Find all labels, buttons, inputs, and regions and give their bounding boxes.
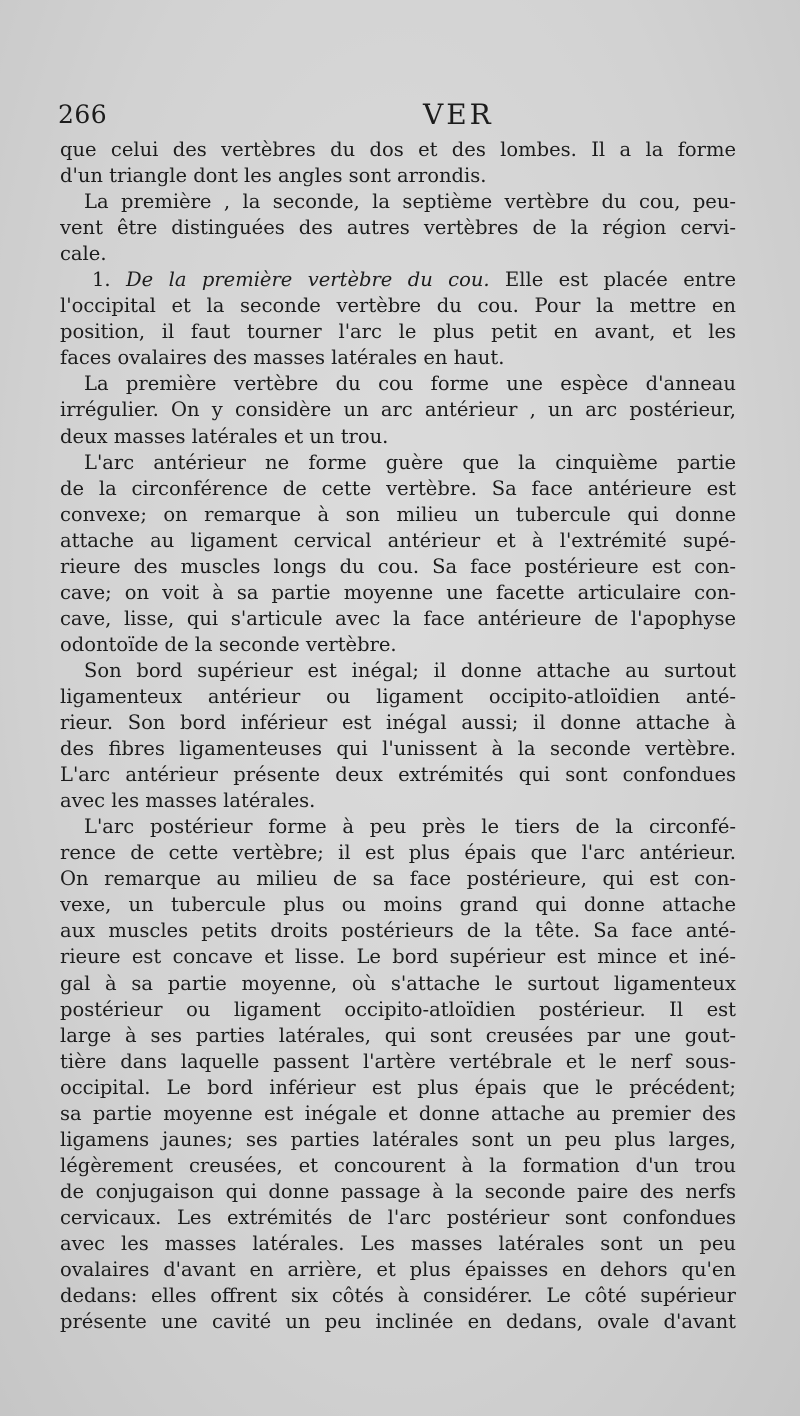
text-line: l'occipital et la seconde vertèbre du cou. Pour la mettre en bbox=[60, 294, 736, 318]
text-line: occipital. Le bord inférieur est plus épais que le précédent; bbox=[60, 1075, 736, 1099]
text-line: avec les masses latérales. Les masses latérales sont un peu bbox=[60, 1231, 736, 1255]
text-line: postérieur ou ligament occipito-atloïdien postérieur. Il est bbox=[60, 997, 736, 1021]
text-line: vent être distinguées des autres vertèbres de la région cervi- bbox=[60, 216, 736, 240]
text-line: des fibres ligamenteuses qui l'unissent à la seconde vertèbre. bbox=[60, 737, 736, 761]
page-number: 266 bbox=[58, 100, 108, 129]
text-line: avec les masses latérales. bbox=[60, 789, 316, 813]
text-line: La première , la seconde, la septième vertèbre du cou, peu- bbox=[84, 190, 736, 214]
text-line: de la circonférence de cette vertèbre. Sa face antérieure est bbox=[60, 476, 736, 500]
text-line: tière dans laquelle passent l'artère vertébrale et le nerf sous- bbox=[60, 1049, 736, 1073]
text-line: cave; on voit à sa partie moyenne une facette articulaire con- bbox=[60, 580, 736, 604]
text-line: attache au ligament cervical antérieur et à l'extrémité supé- bbox=[60, 528, 736, 552]
text-line: L'arc postérieur forme à peu près le tiers de la circonfé- bbox=[84, 815, 736, 839]
text-line: cervicaux. Les extrémités de l'arc postérieur sont confondues bbox=[60, 1205, 736, 1229]
text-line: L'arc antérieur ne forme guère que la cinquième partie bbox=[84, 450, 736, 474]
text-line: gal à sa partie moyenne, où s'attache le surtout ligamenteux bbox=[60, 971, 736, 995]
text-line: position, il faut tourner l'arc le plus petit en avant, et les bbox=[60, 320, 736, 344]
text-line bbox=[60, 267, 736, 293]
line-text: Elle est placée entre bbox=[489, 268, 736, 292]
text-line: dedans: elles offrent six côtés à considérer. Le côté supérieur bbox=[60, 1284, 736, 1308]
text-line: odontoïde de la seconde vertèbre. bbox=[60, 632, 397, 656]
text-line: ligamenteux antérieur ou ligament occipito-atloïdien anté- bbox=[60, 684, 736, 708]
text-line: La première vertèbre du cou forme une espèce d'anneau bbox=[84, 372, 736, 396]
text-line: ligamens jaunes; ses parties latérales sont un peu plus larges, bbox=[60, 1127, 736, 1151]
text-line: présente une cavité un peu inclinée en dedans, ovale d'avant bbox=[60, 1310, 736, 1334]
text-line: large à ses parties latérales, qui sont creusées par une gout- bbox=[60, 1023, 736, 1047]
text-line: On remarque au milieu de sa face postérieure, qui est con- bbox=[60, 867, 736, 891]
running-head: VER bbox=[423, 98, 494, 131]
text-line: sa partie moyenne est inégale et donne attache au premier des bbox=[60, 1101, 736, 1125]
text-line: rieur. Son bord inférieur est inégal aussi; il donne attache à bbox=[60, 711, 736, 735]
text-line: rieure est concave et lisse. Le bord supérieur est mince et iné- bbox=[60, 945, 736, 969]
text-line: faces ovalaires des masses latérales en haut. bbox=[60, 346, 505, 370]
text-line: irrégulier. On y considère un arc antérieur , un arc postérieur, bbox=[60, 398, 736, 422]
text-line: convexe; on remarque à son milieu un tubercule qui donne bbox=[60, 502, 736, 526]
text-line: que celui des vertèbres du dos et des lombes. Il a la forme bbox=[60, 138, 736, 161]
text-line: cave, lisse, qui s'articule avec la face antérieure de l'apophyse bbox=[60, 606, 736, 630]
text-line: L'arc antérieur présente deux extrémités qui sont confondues bbox=[60, 763, 736, 787]
text-line: aux muscles petits droits postérieurs de la tête. Sa face anté- bbox=[60, 919, 736, 943]
text-line: ovalaires d'avant en arrière, et plus épaisses en dehors qu'en bbox=[60, 1258, 736, 1282]
section-heading: De la première vertèbre du cou. bbox=[126, 268, 490, 292]
text-line: deux masses latérales et un trou. bbox=[60, 424, 389, 448]
text-line: cale. bbox=[60, 242, 107, 266]
text-line: rieure des muscles longs du cou. Sa face postérieure est con- bbox=[60, 554, 736, 578]
body-text bbox=[60, 137, 736, 1335]
text-line: vexe, un tubercule plus ou moins grand qui donne attache bbox=[60, 893, 736, 917]
text-line: de conjugaison qui donne passage à la seconde paire des nerfs bbox=[60, 1179, 736, 1203]
text-line: légèrement creusées, et concourent à la formation d'un trou bbox=[60, 1153, 736, 1177]
section-number: 1. bbox=[92, 268, 127, 292]
page-header bbox=[58, 100, 738, 136]
text-line: d'un triangle dont les angles sont arrondis. bbox=[60, 164, 487, 188]
text-line: Son bord supérieur est inégal; il donne attache au surtout bbox=[84, 658, 736, 682]
text-line: rence de cette vertèbre; il est plus épais que l'arc antérieur. bbox=[60, 841, 736, 865]
